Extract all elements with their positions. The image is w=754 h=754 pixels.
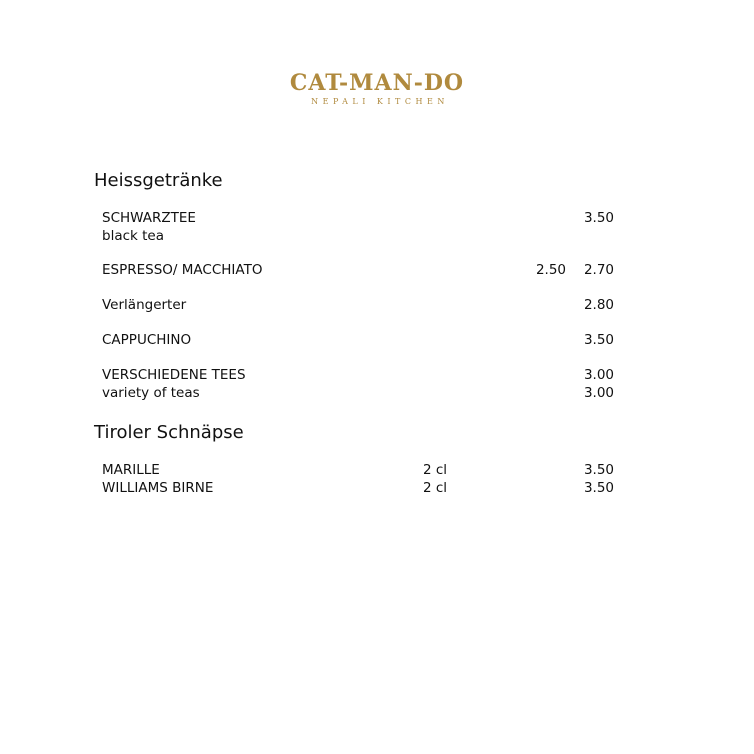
item-name: SCHWARZTEE [102,210,196,226]
item-name: Verlängerter [102,297,187,313]
item-name: WILLIAMS BIRNE [102,480,214,496]
item-price: 2.70 [583,262,614,278]
menu-item-verschiedene-tees [102,366,622,384]
menu-item-cappuchino [102,331,622,349]
section-title-heissgetraenke: Heissgetränke [94,170,223,191]
item-price: 3.50 [583,480,614,496]
item-name: MARILLE [102,462,160,478]
item-name: variety of teas [102,385,200,401]
item-price: 3.50 [583,462,614,478]
item-name: VERSCHIEDENE TEES [102,367,246,383]
item-quantity: 2 cl [423,462,448,478]
item-quantity: 2 cl [423,480,448,496]
menu-item-variety-of-teas [102,384,622,402]
item-price: 3.50 [583,210,614,226]
item-name: ESPRESSO/ MACCHIATO [102,262,263,278]
item-price: 2.80 [583,297,614,313]
logo-subtitle: NEPALI KITCHEN [311,97,449,106]
item-price: 3.50 [583,332,614,348]
section-title-tiroler-schnaepse: Tiroler Schnäpse [94,422,244,443]
menu-item-espresso-macchiato [102,261,622,279]
menu-item-schwarztee [102,209,622,227]
item-name: CAPPUCHINO [102,332,192,348]
item-price: 3.00 [583,367,614,383]
item-price: 3.00 [583,385,614,401]
item-price-small: 2.50 [535,262,566,278]
menu-item-verlaengerter [102,296,622,314]
logo-title: CAT-MAN-DO [289,70,465,96]
menu-item-williams-birne [102,479,622,497]
menu-item-marille [102,461,622,479]
item-name: black tea [102,228,164,244]
restaurant-logo [0,70,754,107]
menu-item-schwarztee-translation [102,227,622,245]
